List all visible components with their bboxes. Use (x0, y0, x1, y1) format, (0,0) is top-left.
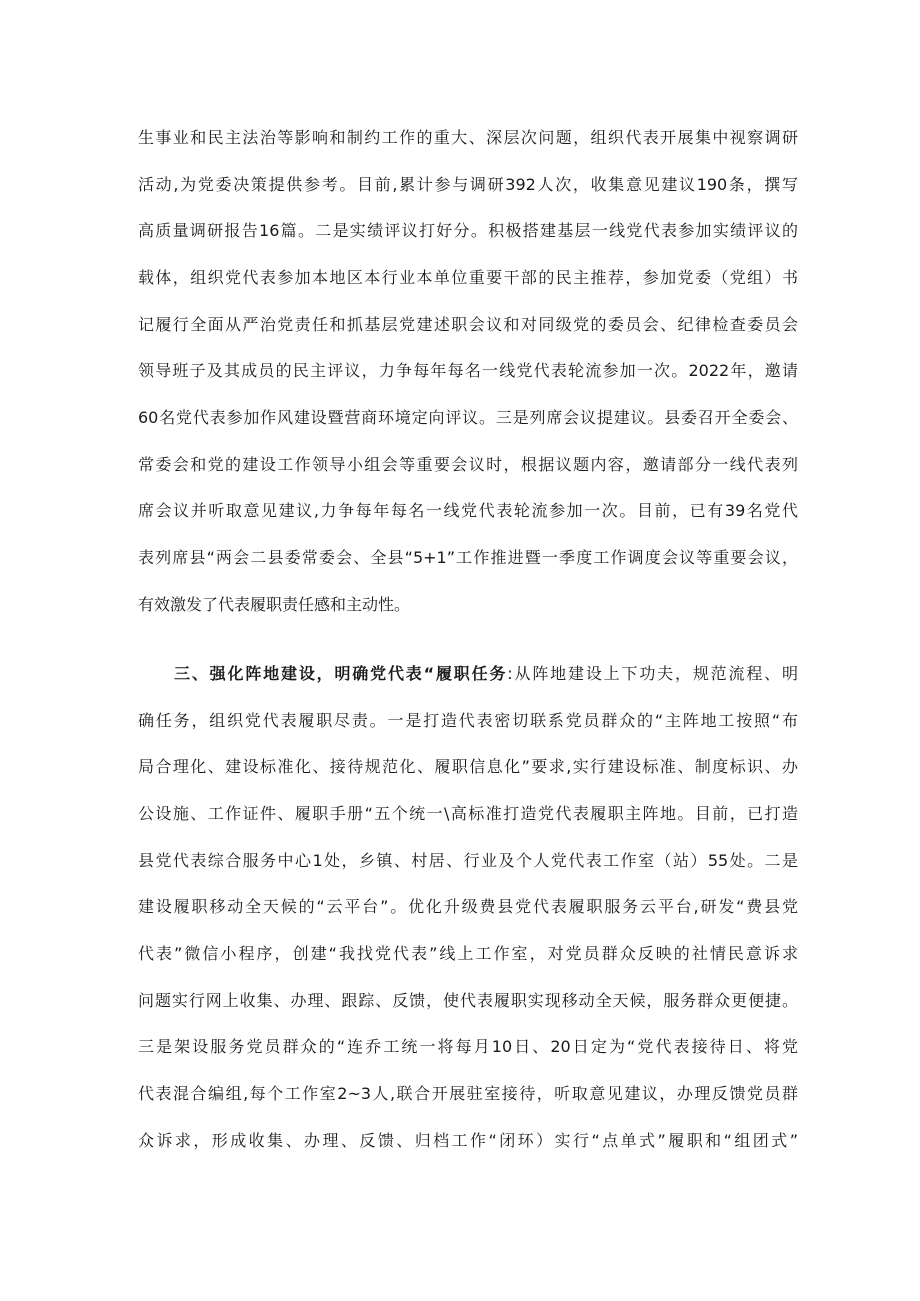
paragraph-1-line-1: 生事业和民主法治等影响和制约工作的重大、深层次问题，组织代表开展集中视察调研 (138, 128, 798, 147)
paragraph-1-line-6: 领导班子及其成员的民主评议，力争每年每名一线党代表轮流参加一次。2022年，邀请 (138, 361, 798, 380)
paragraph-1-line-2: 活动,为党委决策提供参考。目前,累计参与调研392人次，收集意见建议190条，撰写 (138, 175, 798, 194)
paragraph-1-line-8: 常委会和党的建设工作领导小组会等重要会议时，根据议题内容，邀请部分一线代表列 (138, 455, 798, 474)
paragraph-2-line-7: 代表”微信小程序，创建“我找党代表”线上工作室，对党员群众反映的社情民意诉求 (138, 944, 798, 963)
paragraph-2-line-11: 众诉求，形成收集、办理、反馈、归档工作“闭环）实行“点单式”履职和“组团式” (138, 1131, 798, 1150)
paragraph-2-line-10: 代表混合编组,每个工作室2~3人,联合开展驻室接待，听取意见建议，办理反馈党员群 (138, 1084, 798, 1103)
paragraph-1-line-10: 表列席县“两会二县委常委会、全县“5+1”工作推进暨一季度工作调度会议等重要会议， (138, 548, 798, 567)
paragraph-2-line-9: 三是架设服务党员群众的“连乔工统一将每月10日、20日定为“党代表接待日、将党 (138, 1037, 798, 1056)
section-heading-rest: :从阵地建设上下功夫，规范流程、明 (507, 664, 798, 683)
paragraph-2-line-6: 建设履职移动全天候的“云平台”。优化升级费县党代表履职服务云平台,研发“费县党 (138, 897, 798, 916)
paragraph-1-line-3: 高质量调研报告16篇。二是实绩评议打好分。积极搭建基层一线党代表参加实绩评议的 (138, 221, 798, 240)
paragraph-1-line-7: 60名党代表参加作风建设暨营商环境定向评议。三是列席会议提建议。县委召开全委会、 (138, 408, 798, 427)
paragraph-2-line-4: 公设施、工作证件、履职手册“五个统一\高标准打造党代表履职主阵地。目前，已打造 (138, 804, 798, 823)
paragraph-1-line-9: 席会议并听取意见建议,力争每年每名一线党代表轮流参加一次。目前，已有39名党代 (138, 501, 798, 520)
paragraph-2-line-5: 县党代表综合服务中心1处，乡镇、村居、行业及个人党代表工作室（站）55处。二是 (138, 851, 798, 870)
paragraph-2-line-8: 问题实行网上收集、办理、跟踪、反馈，使代表履职实现移动全天候，服务群众更便捷。 (138, 991, 798, 1010)
paragraph-2-first-line (174, 664, 798, 684)
paragraph-1-line-5: 记履行全面从严治党责任和抓基层党建述职会议和对同级党的委员会、纪律检查委员会 (138, 315, 798, 334)
paragraph-2-line-3: 局合理化、建设标准化、接待规范化、履职信息化”要求,实行建设标准、制度标识、办 (138, 757, 798, 776)
paragraph-1-line-4: 载体，组织党代表参加本地区本行业本单位重要干部的民主推荐，参加党委（党组）书 (138, 268, 798, 287)
section-heading: 三、强化阵地建设，明确党代表“履职任务 (174, 664, 508, 683)
paragraph-1-line-11: 有效激发了代表履职责任感和主动性。 (138, 595, 411, 614)
paragraph-2-line-2: 确任务，组织党代表履职尽责。一是打造代表密切联系党员群众的“主阵地工按照“布 (138, 711, 798, 730)
